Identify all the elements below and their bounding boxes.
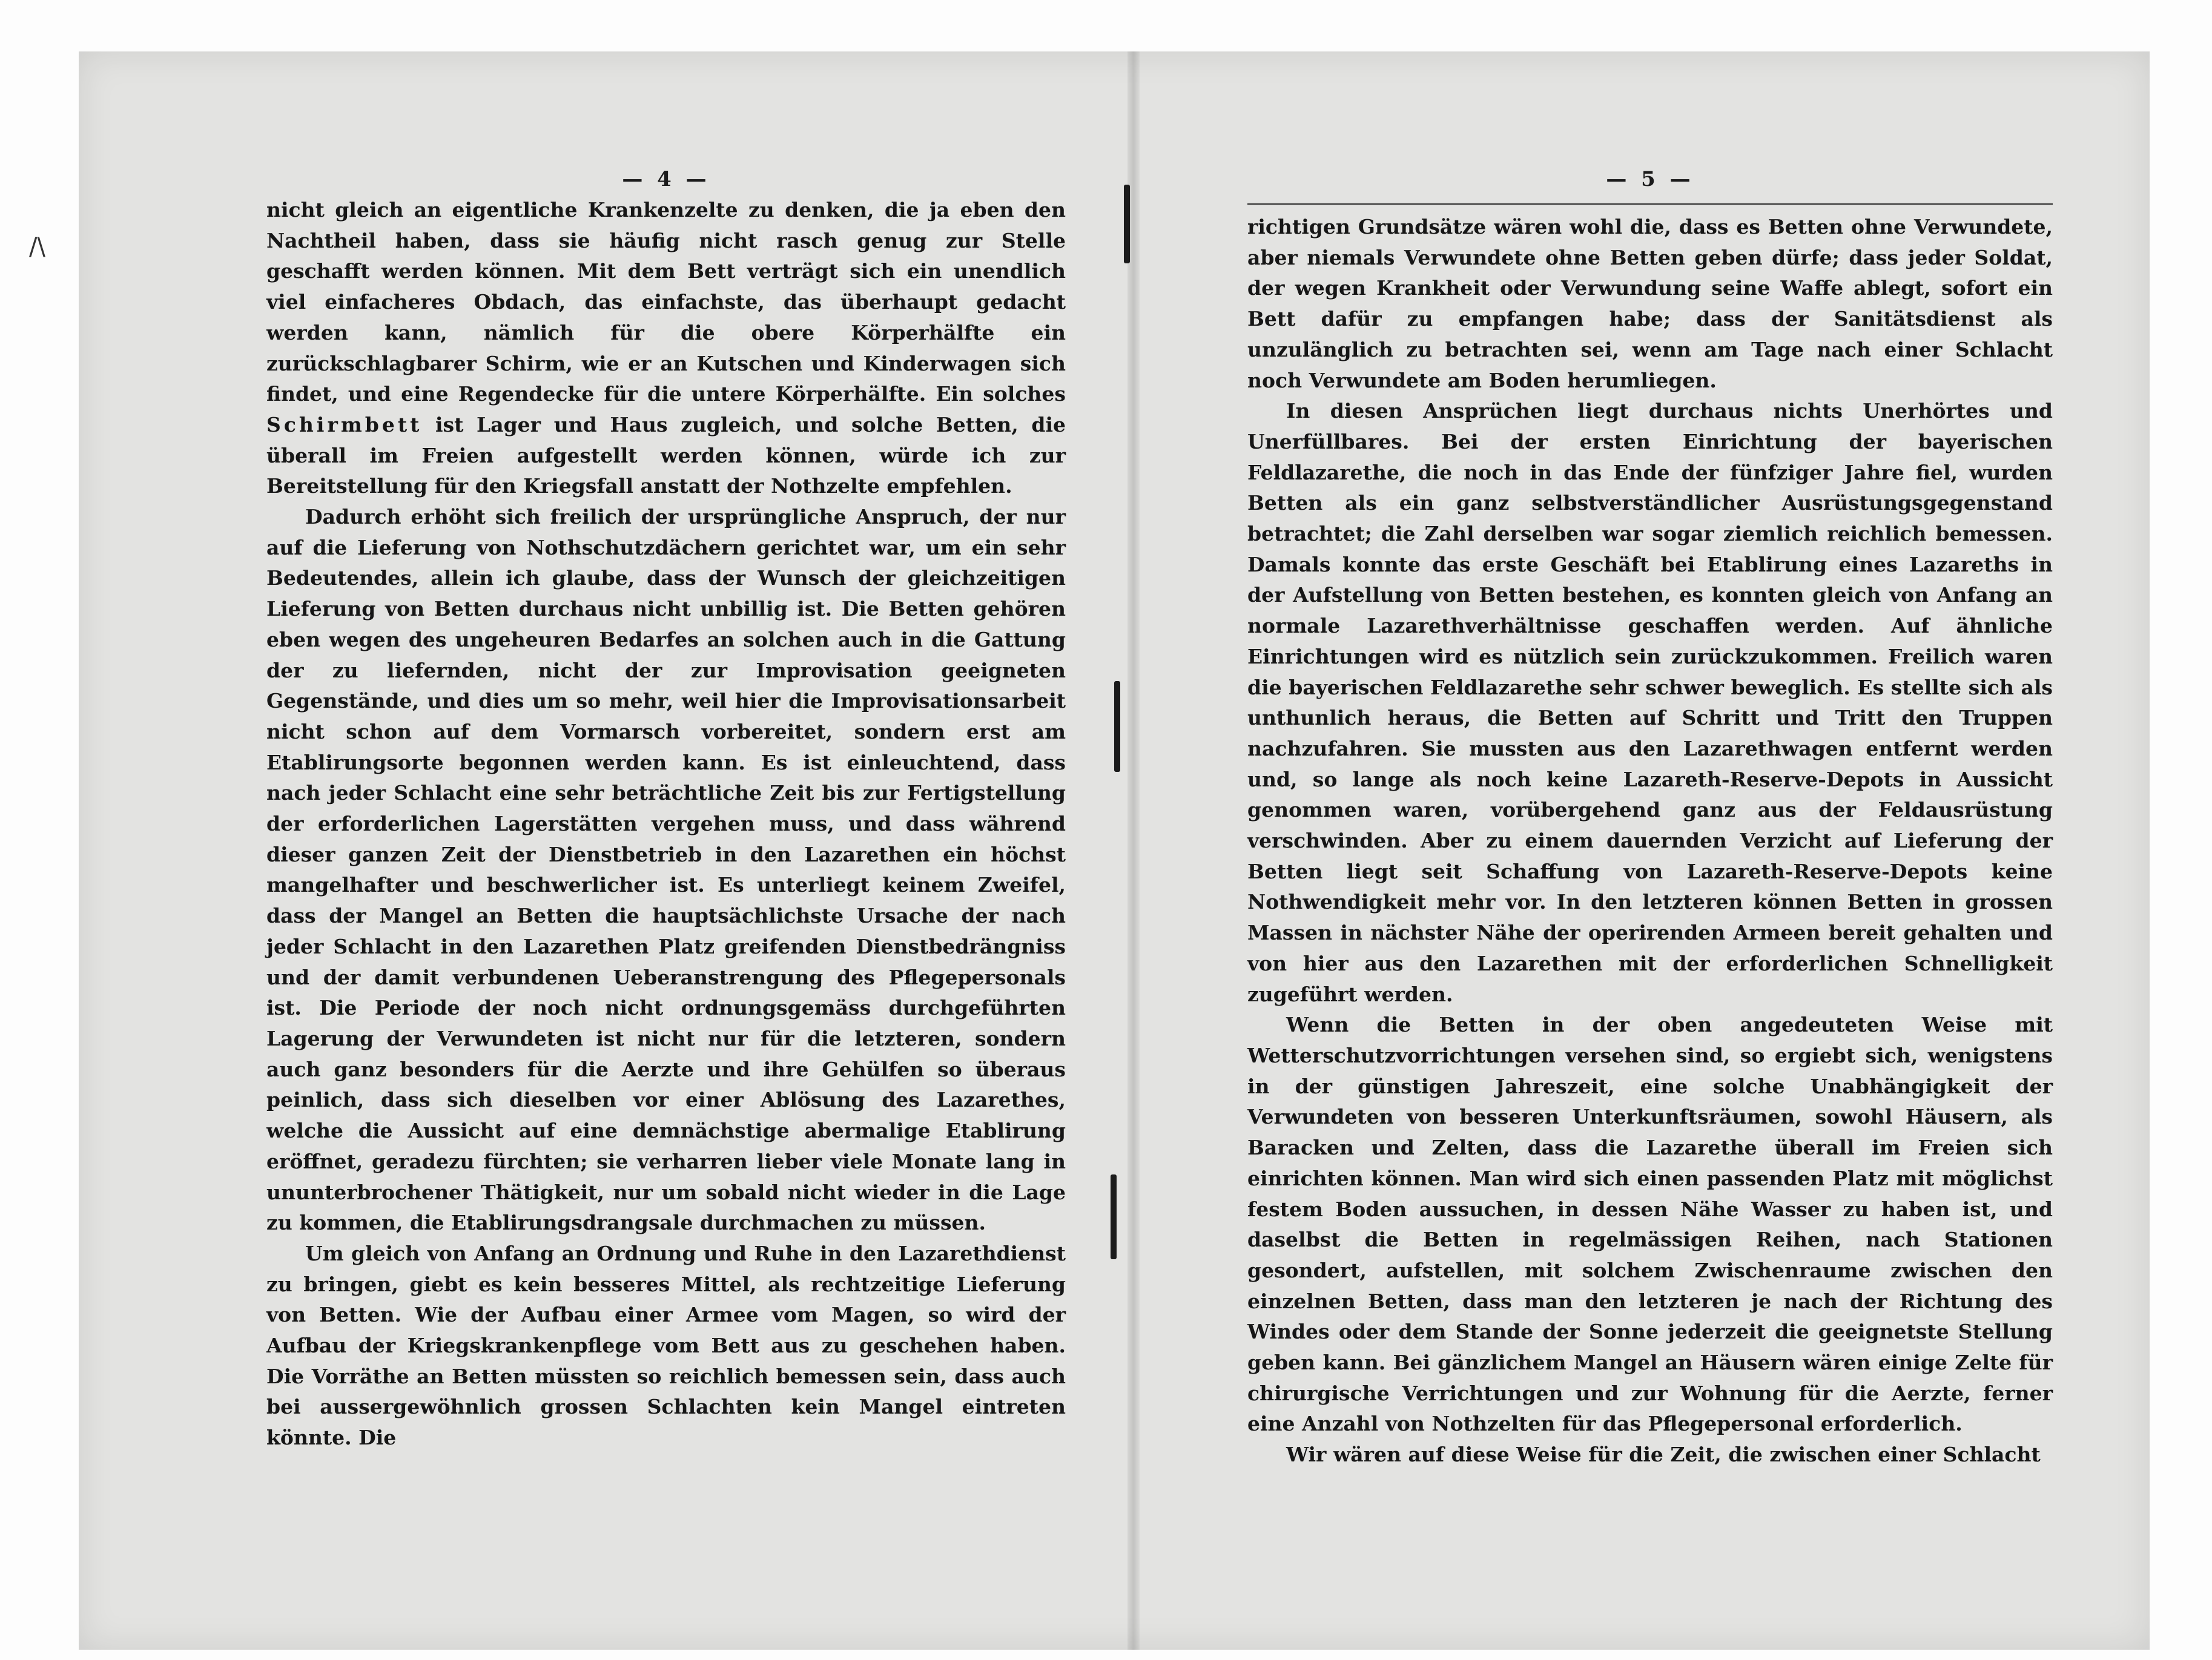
page-number-5: — 5 — <box>1606 167 1694 191</box>
page-right <box>1247 163 2053 1471</box>
right-page-body <box>1247 212 2053 1471</box>
left-paragraph-1-text: nicht gleich an eigentliche Krankenzelte zu denken, die ja eben den Nachtheil haben, dass sie häufig nicht rasch genug zur Stelle geschafft werden können. Mit dem Bett verträgt sich ein unendlich viel einfacheres Obdach, das einfachste, das überhaupt gedacht werden kann, nämlich für die obere Körperhälfte ein zurückschlagbarer Schirm, wie er an Kutschen und Kinderwagen sich findet, und eine Regendecke für die untere Körperhälfte. Ein solches <box>266 198 1066 406</box>
staple-middle <box>1114 681 1120 772</box>
left-paragraph-1-tail: ist Lager und Haus zugleich, und solche Betten, die überall im Freien aufgestellt werden können, würde ich zur Bereitstellung für den Kriegsfall anstatt der Nothzelte empfehlen. <box>266 412 1066 498</box>
staple-bottom <box>1111 1174 1117 1259</box>
right-paragraph-3: Wenn die Betten in der oben angedeuteten Weise mit Wetterschutzvorrichtungen versehen sind, so ergiebt sich, wenigstens in der günstigen Jahreszeit, eine solche Unabhängigkeit der Verwundeten von besseren Unterkunftsräumen, sowohl Häusern, als Baracken und Zelten, dass die Lazarethe überall im Freien sich einrichten können. Man wird sich einen passenden Platz mit möglichst festem Boden aussuchen, in dessen Nähe Wasser zu haben ist, und daselbst die Betten in regelmässigen Reihen, nach Stationen gesondert, aufstellen, mit solchem Zwischenraume zwischen den einzelnen Betten, dass man den letzteren je nach der Richtung des Windes oder dem Stande der Sonne jederzeit die geeignetste Stellung geben kann. Bei gänzlichem Mangel an Häusern wären einige Zelte für chirurgische Verrichtungen und zur Wohnung für die Aerzte, ferner eine Anzahl von Nothzelten für das Pflegepersonal erforderlich. <box>1247 1013 2053 1436</box>
left-paragraph-1 <box>266 195 1066 502</box>
book-fold <box>1127 51 1140 1650</box>
book-spread <box>79 51 2150 1650</box>
right-paragraph-1: richtigen Grundsätze wären wohl die, dass es Betten ohne Verwundete, aber niemals Verwundete ohne Betten geben dürfe; dass jeder Soldat, der wegen Krankheit oder Verwundung seine Waffe ablegt, sofort ein Bett dafür zu empfangen habe; dass der Sanitätsdienst als unzulänglich zu betrachten sei, wenn am Tage nach einer Schlacht noch Verwundete am Boden herumliegen. <box>1247 215 2053 392</box>
left-paragraph-3: Um gleich von Anfang an Ordnung und Ruhe in den Lazarethdienst zu bringen, giebt es kein besseres Mittel, als rechtzeitige Lieferung von Betten. Wie der Aufbau einer Armee vom Magen, so wird der Aufbau der Kriegskrankenpflege vom Bett aus zu geschehen haben. Die Vorräthe an Betten müssten so reichlich bemessen sein, dass auch bei aussergewöhnlich grossen Schlachten kein Mangel eintreten könnte. Die <box>266 1241 1066 1450</box>
page-left <box>266 163 1066 1454</box>
header-rule <box>1247 203 2053 205</box>
right-paragraph-2: In diesen Ansprüchen liegt durchaus nichts Unerhörtes und Unerfüllbares. Bei der ersten Einrichtung der bayerischen Feldlazarethe, die noch in das Ende der fünfziger Jahre fiel, wurden Betten als ein ganz selbstverständlicher Ausrüstungsgegenstand betrachtet; die Zahl derselben war sogar ziemlich reichlich bemessen. Damals konnte das erste Geschäft bei Etablirung eines Lazareths in der Aufstellung von Betten bestehen, es konnten gleich von Anfang an normale Lazarethverhältnisse geschaffen werden. Auf ähnliche Einrichtungen wird es nützlich sein zurückzukommen. Freilich waren die bayerischen Feldlazarethe sehr schwer beweglich. Es stellte sich als unthunlich heraus, die Betten auf Schritt und Tritt den Truppen nachzufahren. Sie mussten aus den Lazarethwagen entfernt werden und, so lange als noch keine Lazareth-Reserve-Depots in Aussicht genommen waren, vorübergehend ganz aus der Feldausrüstung verschwinden. Aber zu einem dauernden Verzicht auf Lieferung der Betten liegt seit Schaffung von Lazareth-Reserve-Depots keine Nothwendigkeit mehr vor. In den letzteren können Betten in grossen Massen in nächster Nähe der operirenden Armeen bereit gehalten und von hier aus den Lazarethen mit der erforderlichen Schnelligkeit zugeführt werden. <box>1247 399 2053 1006</box>
staple-top <box>1124 185 1130 263</box>
left-paragraph-2: Dadurch erhöht sich freilich der ursprüngliche Anspruch, der nur auf die Lieferung von Nothschutzdächern gerichtet war, um ein sehr Bedeutendes, allein ich glaube, dass der Wunsch der gleichzeitigen Lieferung von Betten durchaus nicht unbillig ist. Die Betten gehören eben wegen des ungeheuren Bedarfes an solchen auch in die Gattung der zu liefernden, nicht der zur Improvisation geeigneten Gegenstände, und dies um so mehr, weil hier die Improvisationsarbeit nicht schon auf dem Vormarsch vorbereitet, sondern erst am Etablirungsorte begonnen werden kann. Es ist einleuchtend, dass nach jeder Schlacht eine sehr beträchtliche Zeit bis zur Fertigstellung der erforderlichen Lagerstätten vergehen muss, und dass während dieser ganzen Zeit der Dienstbetrieb in den Lazarethen ein höchst mangelhafter und beschwerlicher ist. Es unterliegt keinem Zweifel, dass der Mangel an Betten die hauptsächlichste Ursache der nach jeder Schlacht in den Lazarethen Platz greifenden Dienstbedrängniss und der damit verbundenen Ueberanstrengung des Pflegepersonals ist. Die Periode der noch nicht ordnungsgemäss durchgeführten Lagerung der Verwundeten ist nicht nur für die letzteren, sondern auch ganz besonders für die Aerzte und ihre Gehülfen so überaus peinlich, dass sich dieselben vor einer Ablösung des Lazarethes, welche die Aussicht auf eine demnächstige abermalige Etablirung eröffnet, geradezu fürchten; sie verharren lieber viele Monate lang in ununterbrochener Thätigkeit, nur um sobald nicht wieder in die Lage zu kommen, die Etablirungsdrangsale durchmachen zu müssen. <box>266 505 1066 1235</box>
right-paragraph-4: Wir wären auf diese Weise für die Zeit, die zwischen einer Schlacht <box>1286 1443 2041 1467</box>
pencil-mark: /\ <box>29 233 45 261</box>
spaced-word-schirmbett: Schirmbett <box>266 412 423 436</box>
page-number-4: — 4 — <box>622 167 710 191</box>
left-page-body <box>266 195 1066 1454</box>
